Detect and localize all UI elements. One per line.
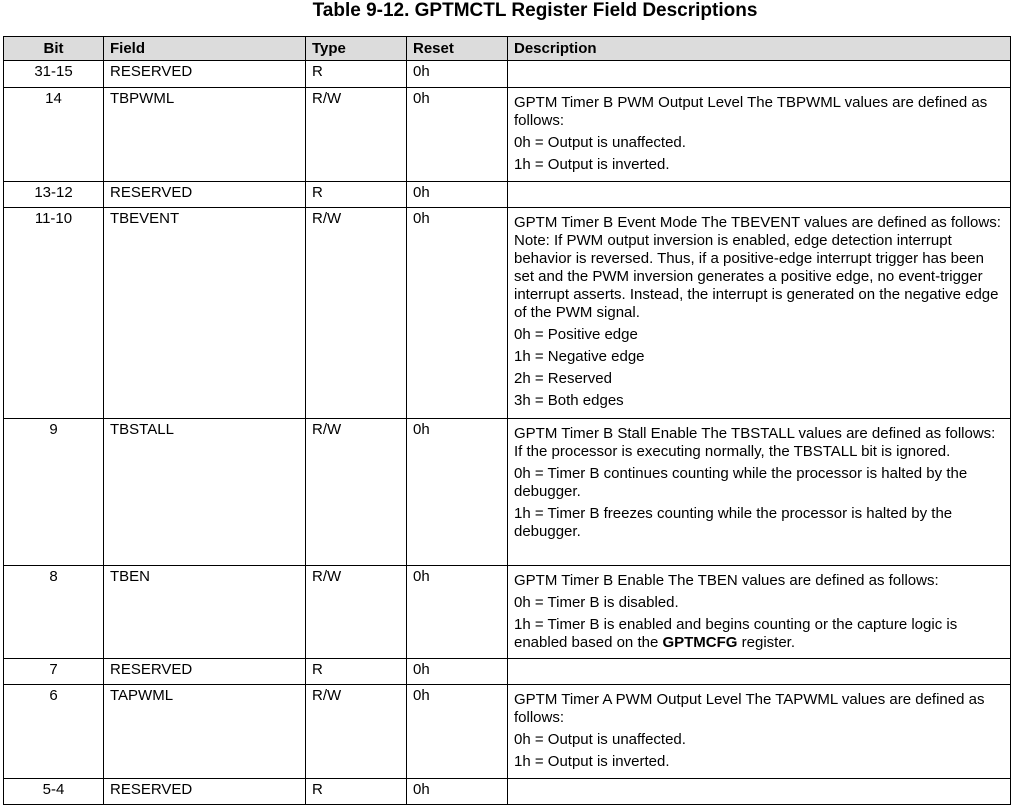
description-text: GPTM Timer A PWM Output Level The TAPWML values are defined as follows:	[514, 691, 985, 726]
description-value: 0h = Output is unaffected.	[514, 134, 686, 151]
description-value: 1h = Output is inverted.	[514, 156, 670, 173]
field-cell: RESERVED	[104, 182, 306, 208]
bit-cell: 7	[4, 659, 104, 685]
description-cell	[508, 566, 1011, 659]
description-value: 1h = Timer B freezes counting while the processor is halted by the debugger.	[514, 505, 953, 540]
table-title: Table 9-12. GPTMCTL Register Field Descriptions	[312, 0, 758, 21]
description-cell	[508, 685, 1011, 779]
description-value: 3h = Both edges	[514, 392, 624, 409]
table-row	[4, 779, 1011, 805]
bit-cell: 5-4	[4, 779, 104, 805]
description-cell	[508, 779, 1011, 805]
column-header-bit: Bit	[4, 37, 104, 61]
description-value: 0h = Output is unaffected.	[514, 731, 686, 748]
description-value: 1h = Negative edge	[514, 348, 645, 365]
type-cell: R	[306, 61, 407, 88]
reset-cell: 0h	[407, 61, 508, 88]
description-cell	[508, 419, 1011, 566]
description-value-text: register.	[737, 634, 795, 651]
table-row	[4, 88, 1011, 182]
reset-cell: 0h	[407, 419, 508, 566]
column-header-field: Field	[104, 37, 306, 61]
bit-cell: 9	[4, 419, 104, 566]
type-cell: R/W	[306, 685, 407, 779]
description-text: GPTM Timer B Stall Enable The TBSTALL values are defined as follows: If the processor is executing normally, the TBSTALL bit is ignored.	[514, 425, 996, 460]
type-cell: R	[306, 182, 407, 208]
description-cell	[508, 659, 1011, 685]
description-cell	[508, 208, 1011, 419]
description-value-text: 1h = Timer B is enabled and begins counting or the capture logic is enabled based on the	[514, 616, 958, 651]
description-value: 2h = Reserved	[514, 370, 612, 387]
description-value: 0h = Positive edge	[514, 326, 638, 343]
description-cell	[508, 88, 1011, 182]
type-cell: R/W	[306, 88, 407, 182]
description-value: 0h = Timer B continues counting while the processor is halted by the debugger.	[514, 465, 968, 500]
table-row	[4, 659, 1011, 685]
reset-cell: 0h	[407, 779, 508, 805]
type-cell: R/W	[306, 566, 407, 659]
type-cell: R/W	[306, 419, 407, 566]
column-header-type: Type	[306, 37, 407, 61]
type-cell: R/W	[306, 208, 407, 419]
reset-cell: 0h	[407, 566, 508, 659]
reset-cell: 0h	[407, 88, 508, 182]
field-cell: RESERVED	[104, 61, 306, 88]
table-row	[4, 685, 1011, 779]
type-cell: R	[306, 659, 407, 685]
field-cell: RESERVED	[104, 659, 306, 685]
table-row	[4, 208, 1011, 419]
description-text: GPTM Timer B Event Mode The TBEVENT values are defined as follows: Note: If PWM output inversion is enabled, edge detection interrupt behavior is reversed. Thus, if a positive-edge interrupt trigger has been set and the PWM inversion generates a positive edge, no event-trigger interrupt asserts. Instead, the interrupt is generated on the negative edge of the PWM signal.	[514, 214, 1001, 321]
description-value	[514, 616, 1004, 652]
bit-cell: 6	[4, 685, 104, 779]
table-row	[4, 61, 1011, 88]
bit-cell: 11-10	[4, 208, 104, 419]
table-row	[4, 182, 1011, 208]
description-value: 0h = Timer B is disabled.	[514, 594, 679, 611]
bit-cell: 8	[4, 566, 104, 659]
bit-cell: 13-12	[4, 182, 104, 208]
type-cell: R	[306, 779, 407, 805]
column-header-reset: Reset	[407, 37, 508, 61]
reset-cell: 0h	[407, 659, 508, 685]
table-row	[4, 566, 1011, 659]
table-header-row	[4, 37, 1011, 61]
field-cell: TBEN	[104, 566, 306, 659]
table-row	[4, 419, 1011, 566]
reset-cell: 0h	[407, 182, 508, 208]
bit-cell: 31-15	[4, 61, 104, 88]
reset-cell: 0h	[407, 208, 508, 419]
column-header-description: Description	[508, 37, 1011, 61]
field-cell: TBEVENT	[104, 208, 306, 419]
field-cell: TBPWML	[104, 88, 306, 182]
field-cell: TAPWML	[104, 685, 306, 779]
field-cell: RESERVED	[104, 779, 306, 805]
description-cell	[508, 61, 1011, 88]
bit-cell: 14	[4, 88, 104, 182]
description-value: 1h = Output is inverted.	[514, 753, 670, 770]
description-text: GPTM Timer B PWM Output Level The TBPWML values are defined as follows:	[514, 94, 988, 129]
reset-cell: 0h	[407, 685, 508, 779]
description-text: GPTM Timer B Enable The TBEN values are defined as follows:	[514, 572, 939, 589]
field-cell: TBSTALL	[104, 419, 306, 566]
register-name: GPTMCFG	[662, 634, 738, 651]
description-cell	[508, 182, 1011, 208]
register-field-table	[3, 36, 1011, 805]
